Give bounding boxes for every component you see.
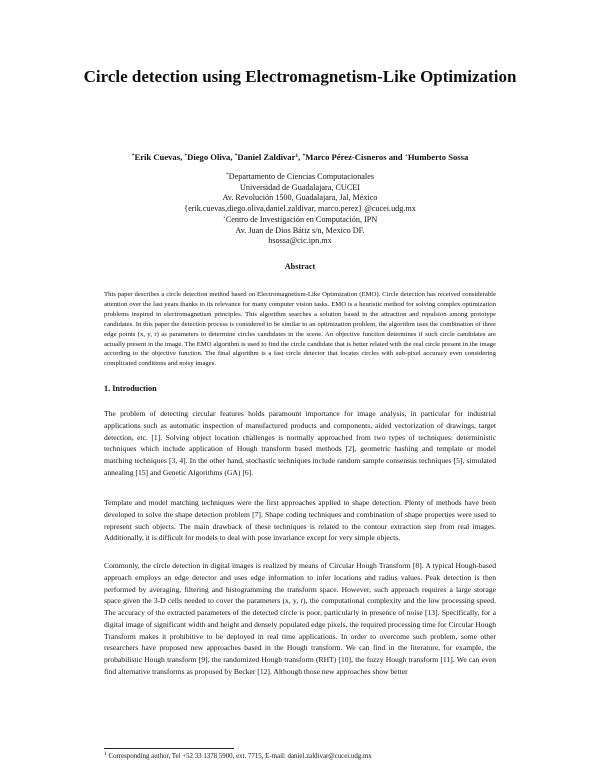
body-paragraph: Commonly, the circle detection in digital images is realized by means of Circular Hough Transform [8]. A typical Hough-based approach employs an edge detector and uses edge information to infer locations and radius values. Peak detection is then performed by averaging, filtering and histogramming the transform space. However, such approach requires a large storage space given the 3-D cells needed to cover the parameters (x, y, r), the computational complexity and the low processing speed. The accuracy of the extracted parameters of the detected circle is poor, particularly in presence of noise [13]. Specifically, for a digital image of significant width and height and densely populated edge pixels, the required processing time for Circular Hough Transform makes it prohibitive to be deployed in real time applications. In order to overcome such problem, some other researchers have proposed new approaches based in the Hough transform. We can find in the literature, for example, the probabilistic Hough transform [9], the randomized Hough transform (RHT) [10], the fuzzy Hough transform [11]. We can even find alternative transforms as proposed by Becker [12]. Although those new approaches show better (104, 561, 496, 676)
affiliation-line (100, 172, 500, 183)
author-name: Erik Cuevas, (134, 152, 185, 162)
affiliation-mark: * (225, 172, 229, 178)
author-name: Daniel Zaldivar (237, 152, 296, 162)
abstract-text: This paper describes a circle detection method based on Electromagnetism-Like Optimization (EMO). Circle detection has received considerable attention over the last years thanks to its relevance for many computer vision tasks. EMO is a heuristic method for solving complex optimization problems inspired in electromagnetism principles. This algorithm searches a solution based in the attraction and repulsion among prototype candidates. In this paper the detection process is considered to be similar to an optimization problem, the algorithm uses the combination of three edge points (x, y, r) as parameters to determine circles candidates in the scene. An objective function determines if such circle candidates are actually present in the image. The EMO algorithm is used to find the circle candidate that is better related with the real circle present in the image according to the objective function. The final algorithm is a fast circle detector that locates circles with sub-pixel accuracy even considering complicated conditions and noisy images. (104, 291, 496, 368)
affiliation-block (100, 172, 500, 247)
author-separator: , (298, 152, 303, 162)
affiliation-line: Av. Juan de Dios Bátiz s/n, Mexico DF. (235, 225, 365, 235)
body-paragraph: Template and model matching techniques were the first approaches applied to shape detection. Plenty of methods have been developed to solve the shape detection problem [7]. Shape coding techniques and combination of shape properties were used to represent such objects. The main drawback of these techniques is related to the contour extraction step from real images. Additionally, it is difficult for models to deal with pose invariance except for very simple objects. (104, 498, 496, 543)
author-name: Marco Pérez-Cisneros and (305, 152, 405, 162)
affiliation-line: Universidad de Guadalajara, CUCEI (239, 182, 361, 192)
author-name: Humberto Sossa (407, 152, 469, 162)
affiliation-text: Departamento de Ciencias Computacionales (228, 172, 375, 181)
affiliation-mark: + (222, 214, 226, 221)
body-paragraph: The problem of detecting circular features holds paramount importance for image analysis, in particular for industrial applications such as automatic inspection of manufactured products and components, aided vectorization of drawings, target detection, etc. [1]. Solving object location challenges is normally approached from two types of techniques: deterministic techniques which include application of Hough transform based methods [2], geometric hashing and template or model matching techniques [3, 4]. In the other hand, stochastic techniques include random sample consensus techniques [5], simulated annealing [15] and Genetic Algorithms (GA) [6]. (104, 409, 496, 477)
author-mark: * (234, 153, 238, 159)
footnote-divider (104, 748, 234, 749)
footnote-mark: 1 (104, 751, 107, 757)
affiliation-line (100, 215, 500, 226)
affiliation-email: hsossa@cic.ipn.mx (268, 236, 332, 246)
affiliation-line: Av. Revolución 1500, Guadalajara, Jal, México (222, 193, 378, 203)
affiliation-text: Centro de Investigación en Computación, IPN (225, 214, 378, 224)
author-mark: * (184, 153, 188, 159)
footnote (104, 753, 504, 760)
abstract-heading: Abstract (284, 262, 316, 271)
footnote-ref: 1 (295, 153, 299, 159)
footnote-text: Corresponding author, Tel +52 33 1378 5900, ext. 7715, E-mail: daniel.zaldivar@cucei.udg.mx (106, 753, 372, 760)
author-name: Diego Oliva, (187, 152, 235, 162)
paper-title: Circle detection using Electromagnetism-Like Optimization (83, 67, 517, 86)
author-mark: * (302, 153, 306, 159)
author-list (40, 152, 560, 162)
affiliation-email: {erik.cuevas,diego.oliva,daniel.zaldivar, marco.perez} @cucei.udg.mx (184, 204, 416, 214)
author-mark: + (404, 153, 408, 159)
section-heading: 1. Introduction (104, 384, 157, 393)
author-mark: * (131, 153, 135, 159)
